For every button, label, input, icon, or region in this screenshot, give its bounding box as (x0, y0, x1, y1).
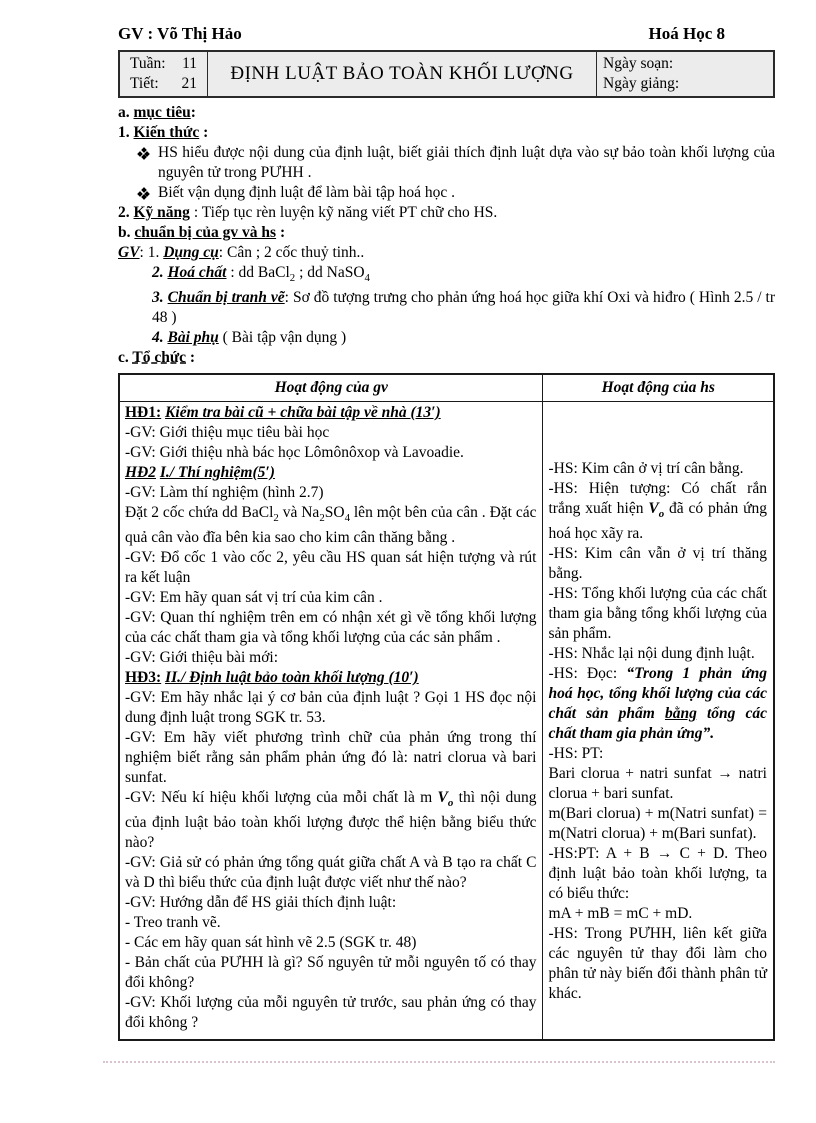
text-segment: chuẩn bị của gv và hs (134, 224, 277, 241)
text-segment: 4. (152, 329, 168, 347)
hs-activities-cell (542, 402, 773, 1039)
text-segment: Kiến thức (133, 124, 200, 141)
text-segment: -GV: Giới thiệu nhà bác học Lômônôxop và Lavoadie. (125, 444, 464, 462)
text-segment: SO (324, 504, 345, 522)
gv-activities-cell (120, 402, 542, 1039)
text-segment: 1. (118, 124, 134, 141)
text-segment: -GV: Làm thí nghiệm (hình 2.7) (125, 484, 324, 502)
week-row (126, 54, 201, 74)
gv-activity-line (125, 503, 536, 548)
text-segment: m(Bari clorua) + m(Natri sunfat) = m(Natri clorua) + m(Bari sunfat). (548, 805, 767, 843)
gv-column-header: Hoạt động của gv (120, 375, 542, 402)
text-segment: -GV: Giới thiệu bài mới: (125, 649, 279, 667)
period-row (126, 74, 201, 94)
hs-activity-line (548, 459, 767, 479)
hs-activity-line (548, 924, 767, 1004)
text-segment: Bari clorua + natri sunfat → natri clorua + bari sunfat. (548, 765, 767, 803)
hs-activity-line (548, 764, 767, 804)
gv-activity-line (125, 483, 536, 503)
hs-activity-line (548, 664, 767, 744)
text-segment: HĐ3: (125, 669, 162, 687)
text-segment: ; dd NaSO (295, 264, 365, 281)
text-segment: : (190, 104, 196, 121)
intro-line (118, 183, 775, 203)
text-segment: : (199, 124, 209, 141)
text-segment: : Sơ đồ tượng trưng cho phản ứng hoá học giữa khí Oxi và hiđro ( Hình 2.5 / tr 48 ) (152, 289, 775, 327)
intro-line (118, 143, 775, 183)
intro-line (118, 288, 775, 328)
text-segment: HS hiểu được nội dung của định luật, biết giải thích định luật dựa vào sự bảo toàn khối lượng của nguyên tử trong PƯHH . (158, 144, 775, 181)
text-segment: Đặt 2 cốc chứa dd BaCl (125, 504, 274, 522)
intro-line (118, 328, 775, 348)
intro-line (118, 348, 775, 368)
text-segment: - Bản chất của PƯHH là gì? Số nguyên tử mỗi nguyên tố có thay đổi không? (125, 954, 537, 992)
period-label: Tiết: (130, 75, 159, 92)
week-value: 11 (182, 55, 197, 72)
gv-activity-line (125, 668, 536, 688)
text-segment: -HS: Nhắc lại nội dung định luật. (548, 645, 755, 663)
text-segment: V (437, 789, 448, 807)
text-segment: II./ Định luật bảo toàn khối lượng (10′) (165, 669, 419, 687)
intro-line (118, 223, 775, 243)
gv-activity-line (125, 913, 536, 933)
text-segment: mục tiêu (133, 104, 191, 121)
text-segment: b. (118, 224, 135, 241)
intro-line (118, 103, 775, 123)
text-segment: -GV: Khối lượng của mỗi nguyên tử trước, sau phản ứng có thay đổi không ? (125, 994, 537, 1032)
text-segment: -HS: Kim cân vẫn ở vị trí thăng bằng. (548, 545, 767, 583)
gv-activity-line (125, 788, 536, 853)
text-segment: -GV: Nếu kí hiệu khối lượng của mỗi chất là m (125, 789, 438, 807)
text-segment: -HS: Trong PƯHH, liên kết giữa các nguyên tử thay đổi làm cho phân tử này biến đổi thành phân tử khác. (548, 925, 767, 1003)
gv-activity-line (125, 728, 536, 788)
text-segment: -GV: Em hãy nhắc lại ý cơ bản của định luật ? Gọi 1 HS đọc nội dung định luật trong SGK tr. 53. (125, 689, 537, 727)
text-segment: -GV: Hướng dẫn để HS giải thích định luật: (125, 894, 397, 912)
text-segment: 3. (152, 289, 168, 307)
teacher-name: GV : Võ Thị Hảo (118, 24, 242, 43)
hs-activity-line (548, 744, 767, 764)
text-segment: HĐ2 (125, 464, 156, 482)
text-segment: GV (118, 244, 140, 261)
gv-activity-line (125, 403, 536, 423)
text-segment: 2 (319, 512, 325, 525)
text-segment: -HS: Đọc: (548, 665, 627, 683)
hs-column-header: Hoạt động của hs (542, 375, 773, 402)
text-segment: 2. (152, 264, 168, 281)
period-value: 21 (181, 75, 197, 92)
text-segment: Kiểm tra bài cũ + chữa bài tập về nhà (13′) (165, 404, 441, 422)
hs-activity-line (548, 544, 767, 584)
gv-activity-line (125, 688, 536, 728)
page-header (118, 24, 775, 44)
text-segment: Chuẩn bị tranh vẽ (167, 289, 285, 307)
text-segment: -GV: Giới thiệu mục tiêu bài học (125, 424, 330, 442)
text-segment: -HS: Hiện tượng: Có chất rắn trắng xuất hiện (548, 480, 767, 518)
text-segment: c. (118, 349, 133, 367)
text-segment: -GV: Em hãy viết phương trình chữ của phản ứng trong thí nghiệm biết rằng sản phẩm phản ứng đó là: natri clorua và bari sunfat. (125, 729, 537, 787)
lesson-info-table (118, 50, 775, 98)
date-taught-label: Ngày giảng: (603, 75, 680, 92)
text-segment: Biết vận dụng định luật để làm bài tập hoá học . (158, 184, 456, 201)
hs-activity-line (548, 479, 767, 544)
intro-line (118, 243, 775, 263)
text-segment: Dụng cụ (163, 244, 219, 261)
hs-activity-line (548, 644, 767, 664)
text-segment: 4 (344, 512, 350, 525)
text-segment: : Tiếp tục rèn luyện kỹ năng viết PT chữ cho HS. (189, 204, 498, 221)
gv-activity-line (125, 893, 536, 913)
diamond-bullet-icon (138, 188, 149, 199)
text-segment: 2 (289, 272, 296, 285)
gv-activity-line (125, 993, 536, 1033)
lesson-title: ĐỊNH LUẬT BẢO TOÀN KHỐI LƯỢNG (208, 52, 597, 96)
gv-activity-line (125, 463, 536, 483)
text-segment: 2. (118, 204, 134, 221)
text-segment: 2 (273, 512, 279, 525)
text-segment: thì nội dung của định luật bảo toàn khối lượng được thể hiện bằng biểu thức nào? (125, 789, 537, 852)
text-segment: lên một bên của cân . Đặt các quả cân vào đĩa bên kia sao cho kim cân thăng bằng . (125, 504, 537, 547)
text-segment: I./ Thí nghiệm(5′) (159, 464, 275, 482)
hs-activity-line (548, 904, 767, 924)
text-segment: - Treo tranh vẽ. (125, 914, 221, 932)
text-segment: 4 (364, 272, 370, 285)
text-segment: -GV: Đổ cốc 1 vào cốc 2, yêu cầu HS quan sát hiện tượng và rút ra kết luận (125, 549, 537, 587)
text-segment: - Các em hãy quan sát hình vẽ 2.5 (SGK tr. 48) (125, 934, 417, 952)
gv-activity-line (125, 853, 536, 893)
text-segment: -GV: Giả sử có phản ứng tổng quát giữa chất A và B tạo ra chất C và D thì biểu thức của định luật được viết như thế nào? (125, 854, 537, 892)
intro-line (118, 123, 775, 143)
date-prepared-label: Ngày soạn: (603, 55, 674, 72)
dates-cell (597, 52, 773, 96)
gv-activity-line (125, 588, 536, 608)
hs-activity-line (548, 804, 767, 844)
hs-activity-line (548, 844, 767, 904)
text-segment: -HS:PT: A + B → C + D. Theo định luật bảo toàn khối lượng, ta có biểu thức: (548, 845, 767, 903)
text-segment: : Cân ; 2 cốc thuỷ tinh.. (218, 244, 365, 261)
subject-title: Hoá Học 8 (648, 24, 725, 43)
activities-table (118, 373, 775, 1041)
gv-activity-line (125, 933, 536, 953)
gv-activity-line (125, 608, 536, 648)
text-segment: bằng (664, 705, 697, 723)
text-segment: -HS: Kim cân ở vị trí cân bằng. (548, 460, 744, 478)
text-segment: : (186, 349, 196, 367)
gv-activity-line (125, 423, 536, 443)
text-segment: “Trong 1 phản ứng hoá học, tổng khối lượng của các chất sản phẩm (548, 665, 767, 723)
text-segment: Kỹ năng (133, 204, 190, 221)
intro-line (118, 263, 775, 288)
diamond-bullet-icon (138, 148, 149, 159)
text-segment: mA + mB = mC + mD. (548, 905, 693, 923)
hs-activity-line (548, 584, 767, 644)
week-period-cell (120, 52, 208, 96)
text-segment: Bài phụ (167, 329, 219, 347)
text-segment: V (648, 500, 659, 518)
text-segment: ( Bài tập vận dụng ) (218, 329, 347, 347)
text-segment: và Na (278, 504, 320, 522)
footer-dotted-rule (103, 1061, 775, 1063)
gv-activity-line (125, 953, 536, 993)
text-segment: đã có phản ứng hoá học xãy ra. (548, 500, 767, 543)
text-segment: -GV: Em hãy quan sát vị trí của kim cân . (125, 589, 383, 607)
text-segment: Tổ chức (132, 349, 187, 367)
text-segment: Hoá chất (167, 264, 227, 281)
gv-activity-line (125, 648, 536, 668)
text-segment: tổng các chất tham gia phản ứng”. (548, 705, 767, 743)
objectives-section (118, 103, 775, 368)
text-segment: : 1. (139, 244, 164, 261)
text-segment: HĐ1: (125, 404, 162, 422)
text-segment: o (658, 508, 665, 521)
text-segment: : dd BaCl (226, 264, 290, 281)
intro-line (118, 203, 775, 223)
page-content (118, 24, 775, 1041)
gv-activity-line (125, 443, 536, 463)
text-segment: -HS: PT: (548, 745, 604, 763)
text-segment: -HS: Tổng khối lượng của các chất tham gia bằng tổng khối lượng của sản phẩm. (548, 585, 767, 643)
week-label: Tuần: (130, 55, 166, 72)
text-segment: a. (118, 104, 134, 121)
text-segment: : (276, 224, 286, 241)
text-segment: o (447, 797, 454, 810)
gv-activity-line (125, 548, 536, 588)
text-segment: -GV: Quan thí nghiệm trên em có nhận xét gì về tổng khối lượng của các chất tham gia và tổng khối lượng của các sản phẩm . (125, 609, 537, 647)
